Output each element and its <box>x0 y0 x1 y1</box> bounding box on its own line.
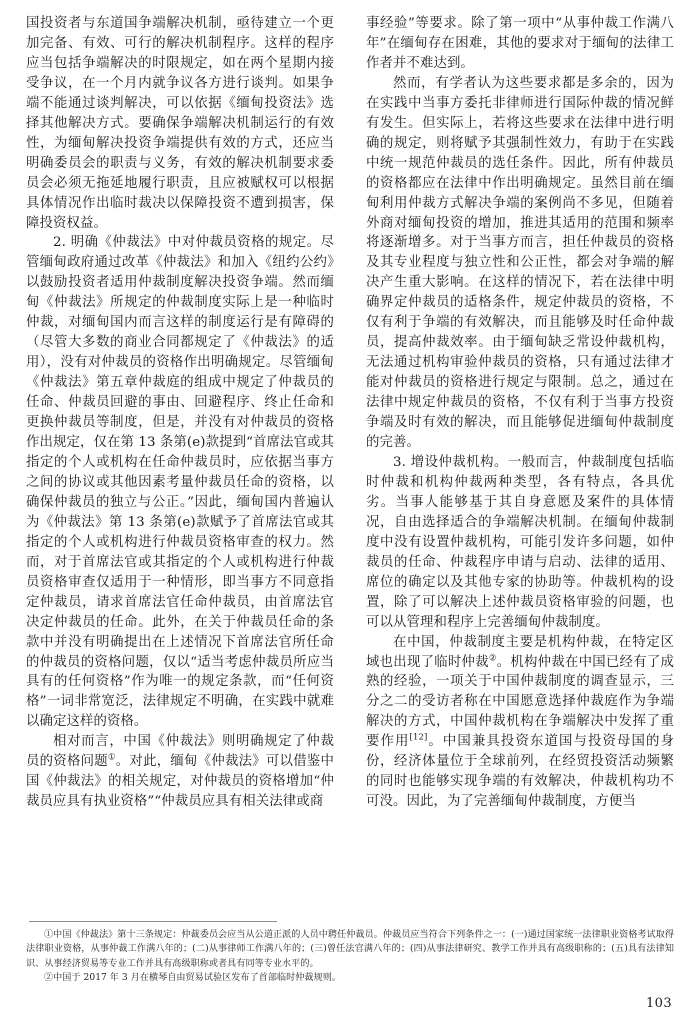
footnote-text: 中国于 2017 年 3 月在横琴自由贸易试验区发布了首部临时仲裁规则。 <box>53 972 341 983</box>
footnote-item <box>26 928 674 971</box>
footnote-ref-2: ② <box>488 653 497 664</box>
paragraph-text: 。中国兼具投资东道国与投资母国的身份，经济体量位于全球前列，在经贸投资活动频繁的同时也能够实现争端的有效解决，仲裁机构功不可没。因此，为了完善缅甸仲裁制度，方便当 <box>366 734 674 810</box>
paragraph: 3. 增设仲裁机构。一般而言，仲裁制度包括临时仲裁和机构仲裁两种类型，各有特点，各具优劣。当事人能够基于其自身意愿及案件的具体情况，自由选择适合的争端解决机制。在缅甸仲裁制度中没有设置仲裁机构，可能引发许多问题，如仲裁员的任命、仲裁程序申请与启动、法律的适用、席位的确定以及其他专家的协助等。仲裁机构的设置，除了可以解决上述仲裁员资格审验的问题，也可以从管理和程序上完善缅甸仲裁制度。 <box>366 454 674 630</box>
paragraph: 国投资者与东道国争端解决机制，亟待建立一个更加完备、有效、可行的解决机制程序。这样的程序应当包括争端解决的时限规定，如在两个星期内接受争议，在一个月内就争议各方进行谈判。如果争端不能通过谈判解决，可以依据《缅甸投资法》选择其他解决方式。要确保争端解决机制运行的有效性，为缅甸解决投资争端提供有效的方式，还应当明确委员会的职责与义务，有效的解决机制要求委员会必须无拖延地履行职责，且应被赋权可以根据具体情况作出临时裁决以保障投资不遭到损害，保障投资权益。 <box>26 16 334 231</box>
footnote-marker: ① <box>44 930 54 941</box>
paragraph: 事经验”等要求。除了第一项中“从事仲裁工作满八年”在缅甸存在困难，其他的要求对于缅甸的法律工作者并不难达到。 <box>366 16 674 71</box>
citation-ref-12: [12] <box>409 732 428 743</box>
paragraph-text: 相对而言，中国《仲裁法》则明确规定了仲裁员的资格问题 <box>26 734 334 770</box>
paragraph-with-footnote-ref <box>26 732 334 812</box>
footnote-text: 中国《仲裁法》第十三条规定：仲裁委员会应当从公道正派的人员中聘任仲裁员。仲裁员应当符合下列条件之一：(一)通过国家统一法律职业资格考试取得法律职业资格，从事仲裁工作满八年的；(二)从事律师工作满八年的；(三)曾任法官满八年的；(四)从事法律研究、教学工作并具有高级职称的；(五)具有法律知识、从事经济贸易等专业工作并具有高级职称或者具有同等专业水平的。 <box>26 930 674 969</box>
paragraph-with-footnote-ref <box>366 633 674 813</box>
paragraph-text: 。对此，缅甸《仲裁法》可以借鉴中国《仲裁法》的相关规定，对仲裁员的资格增加“仲裁员应具有执业资格”“仲裁员应具有相关法律或商 <box>26 754 334 810</box>
paragraph-text: 。机构仲裁在中国已经有了成熟的经验，一项关于中国仲裁制度的调查显示，三分之二的受访者称在中国愿意选择仲裁庭作为争端解决的方式，中国仲裁机构在争端解决中发挥了重要作用 <box>366 654 674 750</box>
footnote-section <box>26 921 674 985</box>
right-column <box>366 14 674 812</box>
page-number: 103 <box>645 996 672 1011</box>
left-column <box>26 14 334 812</box>
footnote-item <box>26 971 674 985</box>
footnote-divider <box>29 921 277 922</box>
paragraph: 2. 明确《仲裁法》中对仲裁员资格的规定。尽管缅甸政府通过改革《仲裁法》和加入《纽约公约》以鼓励投资者适用仲裁制度解决投资争端。然而缅甸《仲裁法》所规定的仲裁制度实际上是一种临时仲裁，对缅甸国内而言这样的制度运行是有障碍的（尽管大多数的商业合同都规定了《仲裁法》的适用），没有对仲裁员的资格作出明确规定。尽管缅甸《仲裁法》第五章仲裁庭的组成中规定了仲裁员的任命、仲裁员回避的事由、回避程序、终止任命和更换仲裁员等制度，但是，并没有对仲裁员的资格作出规定，仅在第 13 条第(e)款提到“首席法官或其指定的个人或机构在任命仲裁员时，应依据当事方之间的协议或其他因素考量仲裁员任命的资格，以确保仲裁员的独立与公正。”因此，缅甸国内普遍认为《仲裁法》第 13 条第(e)款赋予了首席法官或其指定的个人或机构进行仲裁员资格审查的权力。然而，对于首席法官或其指定的个人或机构进行仲裁员资格审查仅适用于一种情形，即当事方不同意指定仲裁员，请求首席法官任命仲裁员，由首席法官决定仲裁员的任命。此外，在关于仲裁员任命的条款中并没有明确提出在上述情况下首席法官所任命的仲裁员的资格问题，仅以“适当考虑仲裁员所应当具有的任何资格”作为唯一的规定条款，而“任何资格”一词非常宽泛，法律规定不明确，在实践中就难以确定这样的资格。 <box>26 235 334 730</box>
footnote-marker: ② <box>44 972 54 983</box>
two-column-body <box>26 14 674 894</box>
paragraph-text: 在中国，仲裁制度主要是机构仲裁，在特定区域也出现了临时仲裁 <box>366 634 674 670</box>
footnote-ref-1: ① <box>107 752 116 763</box>
paragraph: 然而，有学者认为这些要求都是多余的，因为在实践中当事方委托非律师进行国际仲裁的情况鲜有发生。但实际上，若将这些要求在法律中进行明确的规定，则将赋予其强制性效力，有助于在实践中统一规范仲裁员的选任条件。因此，所有仲裁员的资格都应在法律中作出明确规定。虽然目前在缅甸利用仲裁方式解决争端的案例尚不多见，但随着外商对缅甸投资的增加，推进其适用的范围和频率将逐渐增多。对于当事方而言，担任仲裁员的资格及其专业程度与独立性和公正性，都会对争端的解决产生重大影响。在这样的情况下，若在法律中明确界定仲裁员的适格条件，规定仲裁员的资格，不仅有利于争端的有效解决，而且能够及时任命仲裁员，提高仲裁效率。由于缅甸缺乏常设仲裁机构，无法通过机构审验仲裁员的资格，只有通过法律才能对仲裁员的资格进行规定与限制。总之，通过在法律中规定仲裁员的资格，不仅有利于当事方投资争端及时有效的解决，而且能够促进缅甸仲裁制度的完善。 <box>366 75 674 451</box>
